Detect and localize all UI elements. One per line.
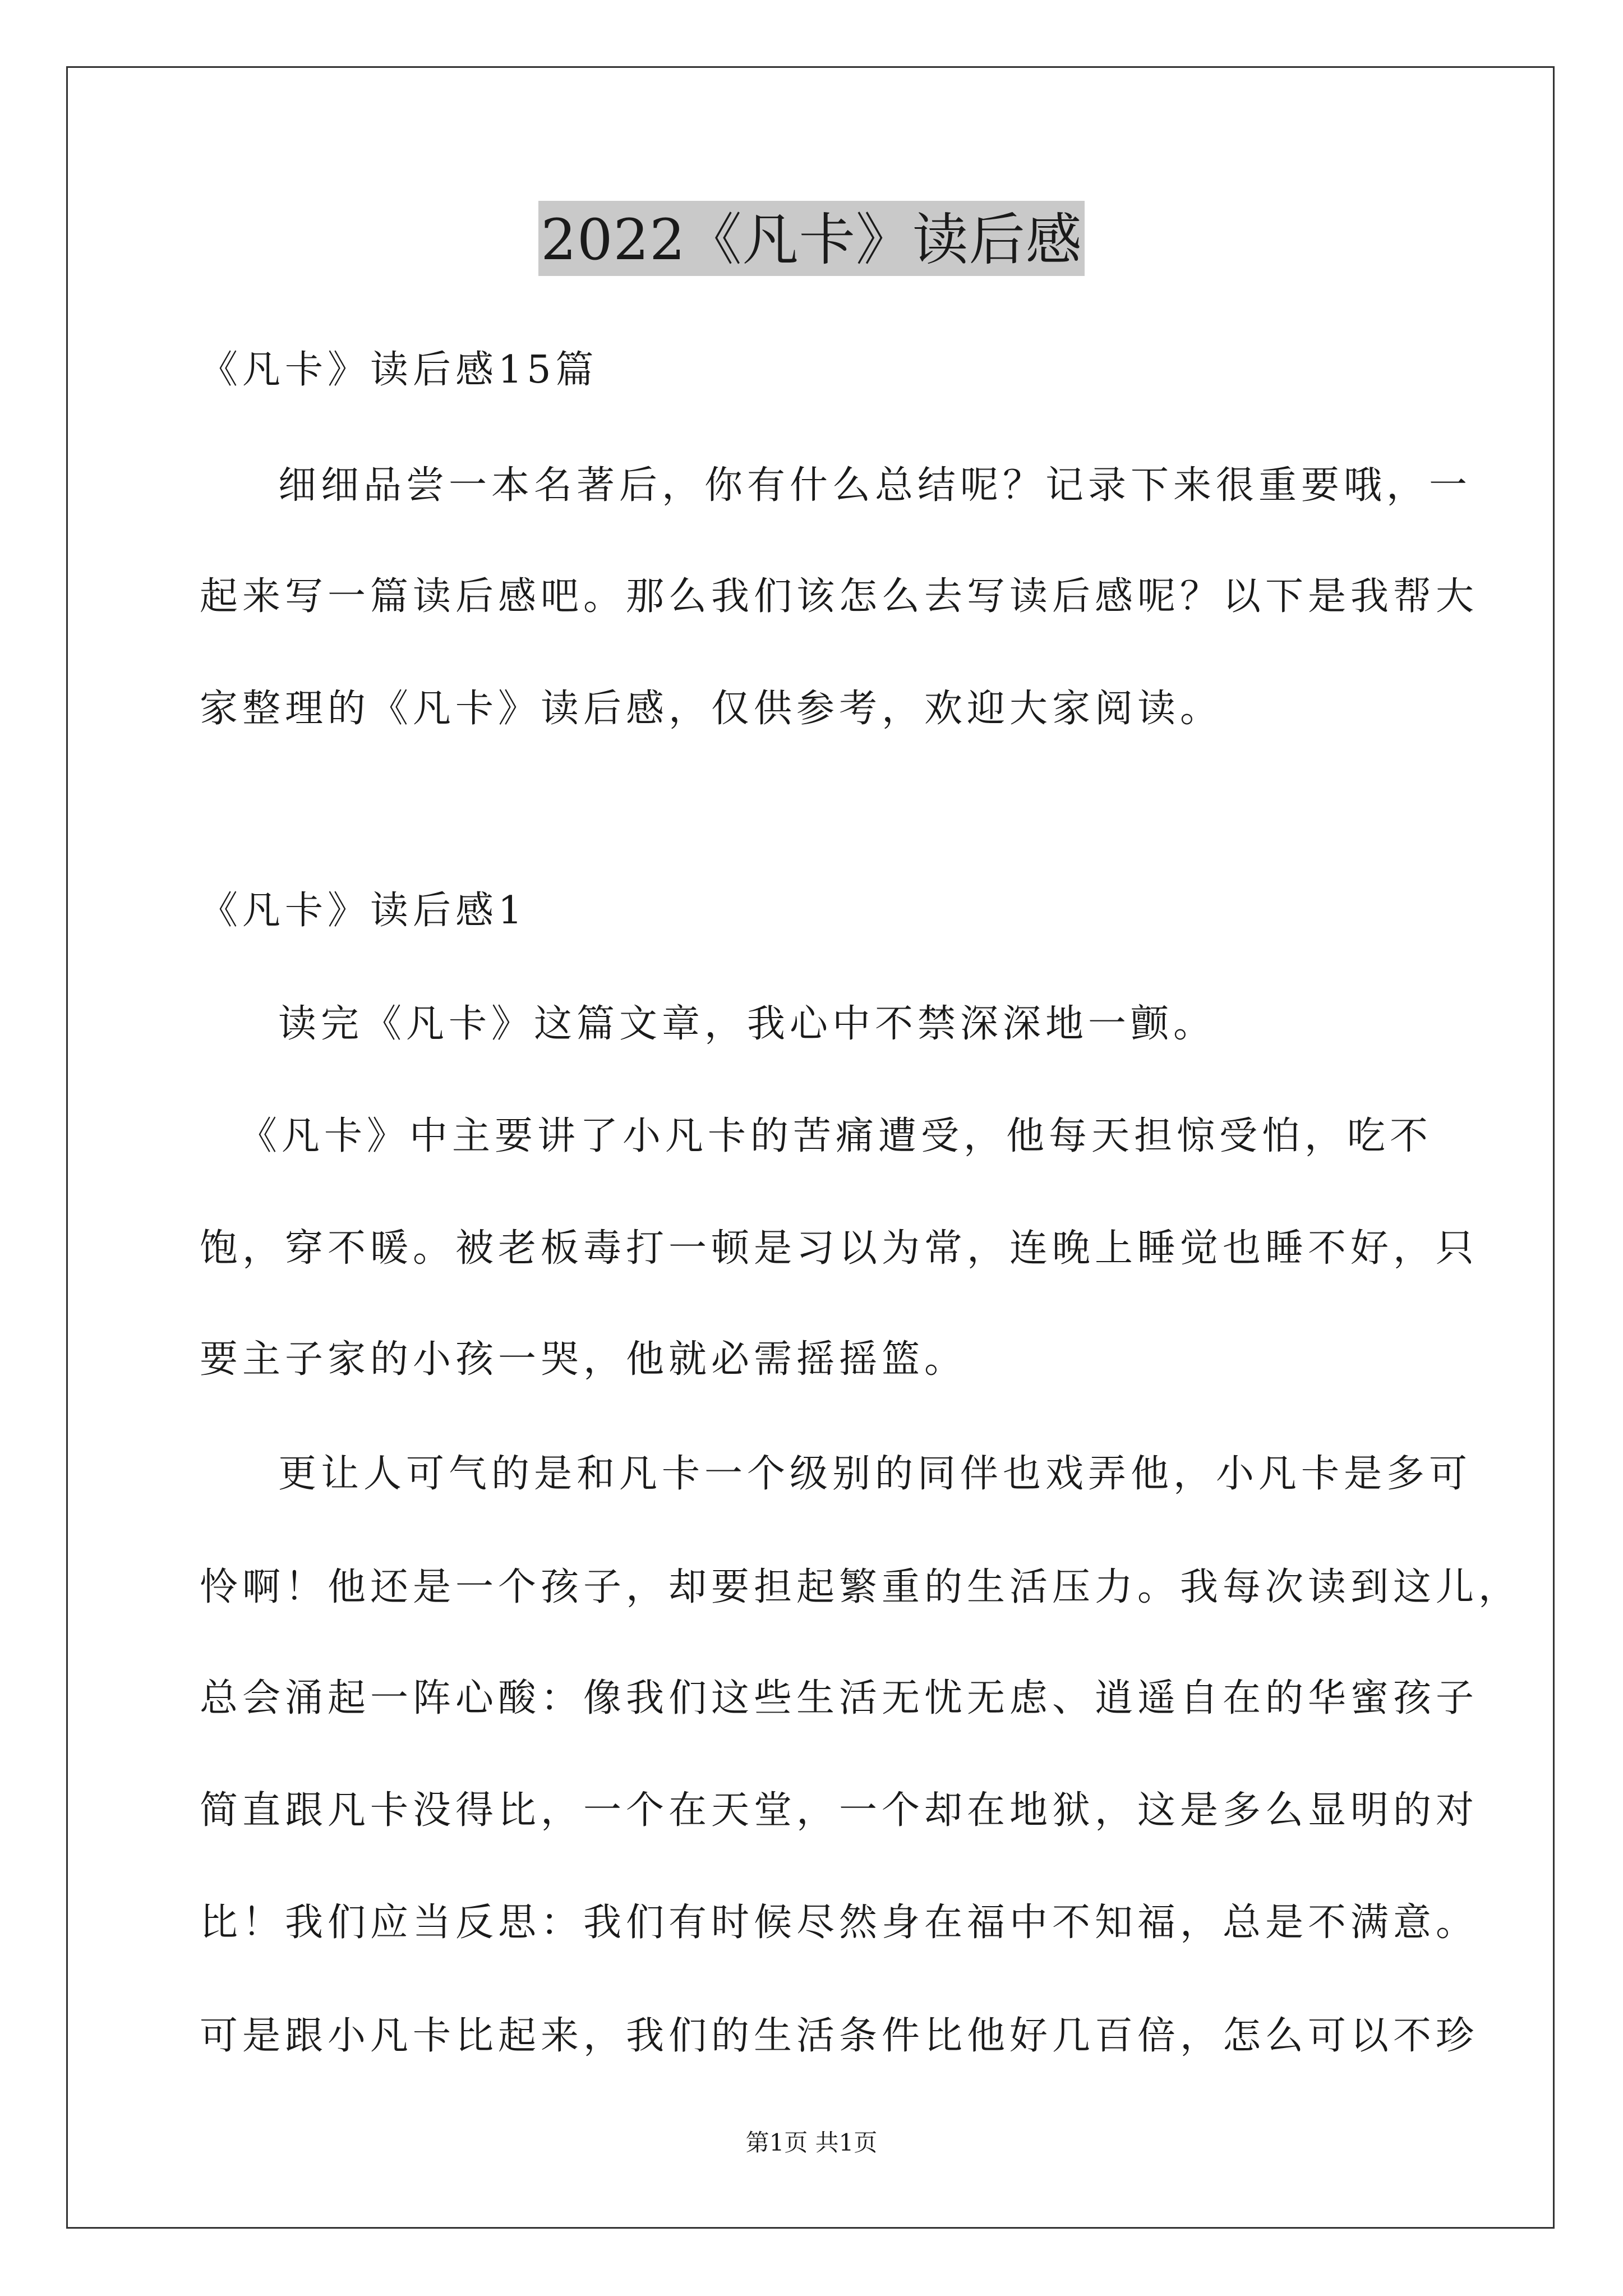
paragraph-line: 简直跟凡卡没得比，一个在天堂，一个却在地狱，这是多么显明的对 xyxy=(200,1788,1479,1833)
section-heading: 《凡卡》读后感1 xyxy=(200,889,527,933)
paragraph-line: 《凡卡》中主要讲了小凡卡的苦痛遭受，他每天担惊受怕，吃不 xyxy=(239,1114,1433,1158)
paragraph-line: 家整理的《凡卡》读后感，仅供参考，欢迎大家阅读。 xyxy=(200,687,1223,731)
paragraph-line: 要主子家的小孩一哭，他就必需摇摇篮。 xyxy=(200,1337,967,1382)
paragraph-line: 饱，穿不暖。被老板毒打一顿是习以为常，连晚上睡觉也睡不好，只 xyxy=(200,1226,1479,1271)
paragraph-line: 比！我们应当反思：我们有时候尽然身在福中不知福，总是不满意。 xyxy=(200,1901,1479,1945)
page-footer: 第1页 共1页 xyxy=(745,2129,878,2156)
paragraph-line: 总会涌起一阵心酸：像我们这些生活无忧无虑、逍遥自在的华蜜孩子 xyxy=(200,1676,1479,1720)
paragraph-line: 怜啊！他还是一个孩子，却要担起繁重的生活压力。我每次读到这儿， xyxy=(200,1565,1521,1609)
paragraph-line: 更让人可气的是和凡卡一个级别的同伴也戏弄他，小凡卡是多可 xyxy=(278,1452,1472,1496)
paragraph-line: 起来写一篇读后感吧。那么我们该怎么去写读后感呢？以下是我帮大 xyxy=(200,574,1479,619)
document-title: 2022《凡卡》读后感 xyxy=(538,201,1085,276)
paragraph-line: 读完《凡卡》这篇文章，我心中不禁深深地一颤。 xyxy=(278,1002,1216,1046)
paragraph-line: 可是跟小凡卡比起来，我们的生活条件比他好几百倍，怎么可以不珍 xyxy=(200,2014,1479,2058)
title-container xyxy=(0,201,1623,276)
subtitle-line: 《凡卡》读后感15篇 xyxy=(200,348,598,392)
paragraph-line: 细细品尝一本名著后，你有什么总结呢？记录下来很重要哦，一 xyxy=(278,463,1472,508)
